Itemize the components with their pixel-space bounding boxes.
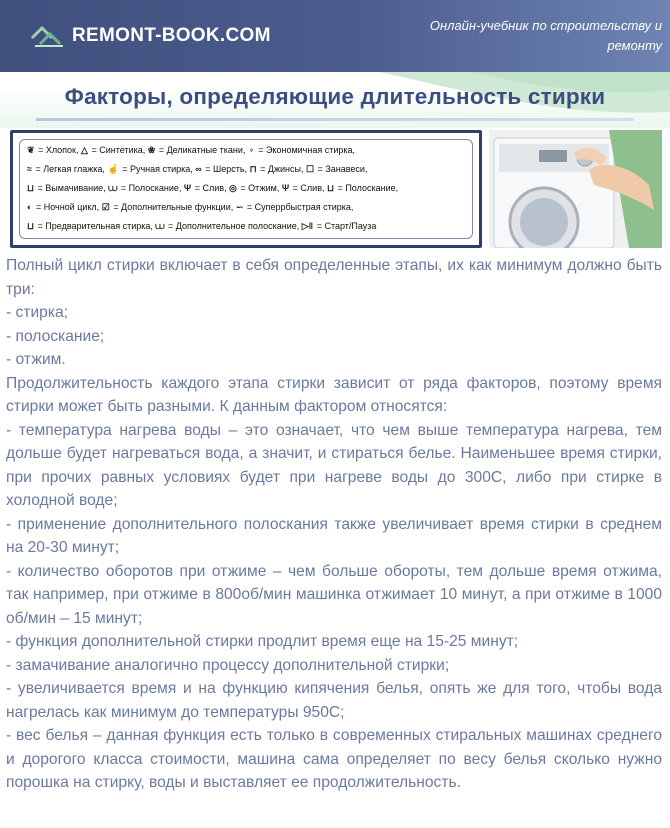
paragraph: - температура нагрева воды – это означает, что чем выше температура нагрева, тем дольше будет нагреваться вода, а значит, и стираться белье. Наименьшее время стирки, при прочих равных условиях будет при нагреве воды до 300С, либо при стирке в холодной воде; xyxy=(6,421,662,509)
legend-line-4 xyxy=(27,202,353,213)
article-body xyxy=(6,254,662,795)
legend-text: = Экономичная стирка, xyxy=(258,145,355,155)
legend-text: = Вымачивание, xyxy=(37,183,106,193)
hand-wash-icon: ☝ xyxy=(107,164,119,174)
page-title: Факторы, определяющие длительность стирки xyxy=(64,84,606,109)
paragraph: - количество оборотов при отжиме – чем больше обороты, тем дольше время отжима, так например, при отжиме в 800об/мин машинка отжимает 10 минут, а при отжиме в 1000 об/мин – 15 минут; xyxy=(6,562,662,627)
legend-text: = Старт/Пауза xyxy=(316,221,377,231)
easy-iron-icon: ≈ xyxy=(27,164,32,174)
site-header xyxy=(0,0,670,72)
synthetics-icon: △ xyxy=(81,145,88,155)
paragraph: - вес белья – данная функция есть только в современных стиральных машинах среднего и дорогого класса стоимости, машина сама определяет по весу белья сколько нужно порошка на стирку, воды и выставляет ее продолжительность. xyxy=(6,727,662,791)
logo-text: REMONT-BOOK.COM xyxy=(72,25,271,46)
legend-text: = Ручная стирка, xyxy=(122,164,193,174)
washing-machine-photo xyxy=(489,130,662,248)
legend-text: = Суперрбыстрая стирка, xyxy=(246,202,354,212)
legend-text: = Дополнительные функции, xyxy=(113,202,234,212)
extra-rinse-icon: ⩊ xyxy=(155,221,165,231)
legend-text: = Шерсть, xyxy=(205,164,248,174)
legend-text: = Деликатные ткани, xyxy=(158,145,246,155)
paragraph: - полоскание; xyxy=(6,327,105,345)
legend-line-2 xyxy=(27,164,367,175)
drain-icon: Ψ xyxy=(183,183,192,193)
site-logo[interactable] xyxy=(30,24,271,48)
paragraph: - отжим. xyxy=(6,351,66,368)
delicates-icon: ❀ xyxy=(147,145,156,155)
legend-text: = Занавеси, xyxy=(317,164,368,174)
wool-icon: ∞ xyxy=(195,164,202,174)
legend-text: = Слив, xyxy=(292,183,325,193)
paragraph: - увеличивается время и на функцию кипячения белья, опять же для того, чтобы вода нагрелась как минимум до температуры 950С; xyxy=(6,680,662,721)
legend-text: = Отжим, xyxy=(240,183,280,193)
rinse-icon: ⩊ xyxy=(108,183,118,193)
legend-line-5 xyxy=(27,221,376,232)
legend-line-3 xyxy=(27,183,398,194)
prewash-icon: ⊔ xyxy=(27,221,35,231)
legend-text: = Дополнительное полоскание, xyxy=(168,221,300,231)
legend-text: = Джинсы, xyxy=(260,164,304,174)
paragraph: - стирка; xyxy=(6,304,69,321)
legend-text: = Синтетика, xyxy=(91,145,146,155)
paragraph: Полный цикл стирки включает в себя определенные этапы, их как минимум должно быть три: xyxy=(6,257,662,298)
curtains-icon: ☐ xyxy=(305,164,315,174)
title-underline xyxy=(36,118,634,121)
washing-symbols-legend xyxy=(10,130,482,248)
spin-icon: ◎ xyxy=(229,183,237,193)
paragraph: Продолжительность каждого этапа стирки зависит от ряда факторов, поэтому время стирки может быть разными. К данным фактором относятся: xyxy=(6,374,662,415)
legend-text: = Предварительная стирка, xyxy=(37,221,153,231)
extra-functions-icon: ☑ xyxy=(101,202,110,212)
start-pause-icon: ▷‖ xyxy=(301,221,314,231)
paragraph: - применение дополнительного полоскания также увеличивает время стирки в среднем на 20-30 минут; xyxy=(6,515,662,556)
super-fast-icon: ∽ xyxy=(235,202,244,212)
paragraph: - замачивание аналогично процессу дополнительной стирки; xyxy=(6,656,450,674)
soak-icon: ⊔ xyxy=(27,183,35,193)
legend-line-1 xyxy=(27,145,355,156)
legend-text: = Полоскание, xyxy=(337,183,399,193)
paragraph: - функция дополнительной стирки продлит время еще на 15-25 минут; xyxy=(6,633,519,650)
legend-text: = Легкая глажка, xyxy=(35,164,105,174)
cotton-icon: ❦ xyxy=(27,145,35,155)
legend-text: = Хлопок, xyxy=(38,145,79,155)
legend-text: = Слив, xyxy=(194,183,227,193)
jeans-icon: ⊓ xyxy=(249,164,257,174)
legend-text: = Ночной цикл, xyxy=(35,202,100,212)
legend-text: = Полоскание, xyxy=(120,183,182,193)
house-icon xyxy=(30,24,66,48)
eco-wash-icon: ♆ xyxy=(247,145,255,155)
drain2-icon: Ψ xyxy=(281,183,290,193)
night-cycle-icon: ◐ xyxy=(27,202,33,212)
rinse2-icon: ⊔ xyxy=(327,183,335,193)
site-tagline: Онлайн-учебник по строительству и ремонту xyxy=(429,18,662,53)
